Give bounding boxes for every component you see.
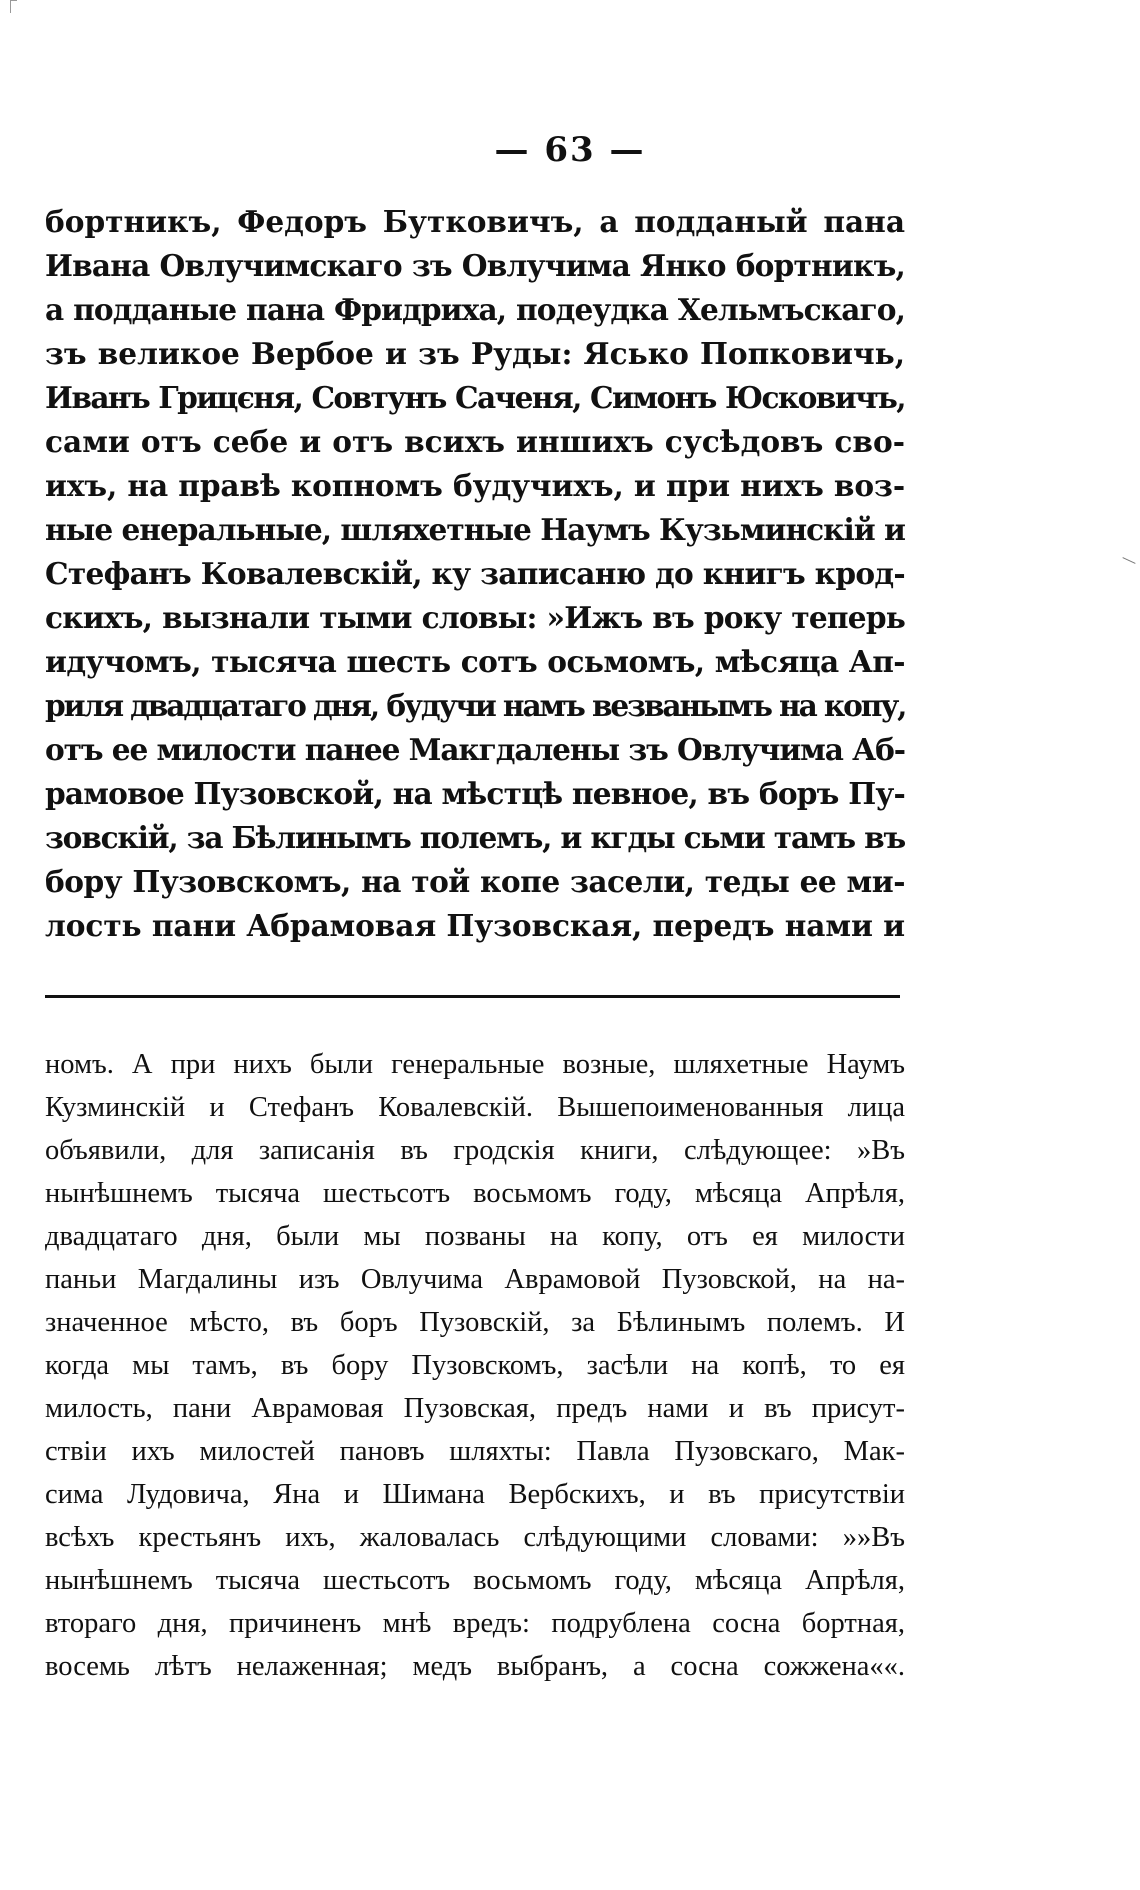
footnote-line: паньи Магдалины изъ Овлучима Аврамовой Пузовской, на на- xyxy=(45,1264,905,1295)
main-text-line: сами отъ себе и отъ всихъ иншихъ сусѣдовъ сво- xyxy=(45,424,905,459)
footnote-line: милость, пани Аврамовая Пузовская, предъ нами и въ присут- xyxy=(45,1393,905,1424)
main-text-line: отъ ее милости панее Макгдалены зъ Овлучима Аб- xyxy=(45,732,905,767)
main-text-line: зовскій, за Бѣлинымъ полемъ, и кгды сьми тамъ въ xyxy=(45,820,905,855)
main-text-line: зъ великое Вербое и зъ Руды: Ясько Попковичь, xyxy=(45,336,905,371)
footnote-block xyxy=(45,1043,905,1688)
main-text-line: ные енеральные, шляхетные Наумъ Кузьминскій и xyxy=(45,512,905,547)
footnote-line: восемь лѣтъ нелаженная; медъ выбранъ, а сосна сожжена««. xyxy=(45,1651,905,1682)
footnote-line: всѣхъ крестьянъ ихъ, жаловалась слѣдующими словами: »»Въ xyxy=(45,1522,905,1553)
footnote-line: сима Лудовича, Яна и Шимана Вербскихъ, и въ присутствіи xyxy=(45,1479,905,1510)
main-text-line: а подданые пана Фридриха, подеудка Хельмъскаго, xyxy=(45,292,905,327)
main-text-line: Ивана Овлучимскаго зъ Овлучима Янко бортникъ, xyxy=(45,248,905,283)
main-text-line: рамовое Пузовской, на мѣстцѣ певное, въ боръ Пу- xyxy=(45,776,905,811)
main-text-line: бортникъ, Федоръ Бутковичъ, а подданый пана xyxy=(45,204,905,239)
main-text-line: идучомъ, тысяча шесть сотъ осьмомъ, мѣсяца Ап- xyxy=(45,644,905,679)
main-text-line: бору Пузовскомъ, на той копе засели, теды ее ми- xyxy=(45,864,905,899)
main-text-line: Иванъ Грицєня, Совтунъ Саченя, Симонъ Юсковичъ, xyxy=(45,380,905,415)
footnote-line: нынѣшнемъ тысяча шестьсотъ восьмомъ году, мѣсяца Апрѣля, xyxy=(45,1565,905,1596)
main-text-line: скихъ, вызнали тыми словы: »Ижъ въ року теперь xyxy=(45,600,905,635)
footnote-line: когда мы тамъ, въ бору Пузовскомъ, засѣли на копѣ, то ея xyxy=(45,1350,905,1381)
page-number: — 63 — xyxy=(494,130,646,170)
main-text-line: лость пани Абрамовая Пузовская, передъ нами и xyxy=(45,908,905,943)
footnote-line: значенное мѣсто, въ боръ Пузовскій, за Бѣлинымъ полемъ. И xyxy=(45,1307,905,1338)
footnote-line: втораго дня, причиненъ мнѣ вредъ: подрублена сосна бортная, xyxy=(45,1608,905,1639)
footnote-line: двадцатаго дня, были мы позваны на копу, отъ ея милости xyxy=(45,1221,905,1252)
main-text-line: Стефанъ Ковалевскій, ку записаню до книгъ крод- xyxy=(45,556,905,591)
footnote-line: ствіи ихъ милостей пановъ шляхты: Павла Пузовскаго, Мак- xyxy=(45,1436,905,1467)
footnote-line: объявили, для записанія въ гродскія книги, слѣдующее: »Въ xyxy=(45,1135,905,1166)
main-text-line: ихъ, на правѣ копномъ будучихъ, и при нихъ воз- xyxy=(45,468,905,503)
scan-corner-mark xyxy=(10,0,17,13)
margin-mark xyxy=(1122,557,1135,564)
footnote-line: номъ. А при нихъ были генеральные возные, шляхетные Наумъ xyxy=(45,1049,905,1080)
main-text-block xyxy=(45,200,905,948)
footnote-line: Кузминскій и Стефанъ Ковалевскій. Вышепоименованныя лица xyxy=(45,1092,905,1123)
main-text-line: риля двадцатаго дня, будучи намъ везванымъ на копу, xyxy=(45,688,906,723)
footnote-divider xyxy=(45,995,900,998)
footnote-line: нынѣшнемъ тысяча шестьсотъ восьмомъ году, мѣсяца Апрѣля, xyxy=(45,1178,905,1209)
